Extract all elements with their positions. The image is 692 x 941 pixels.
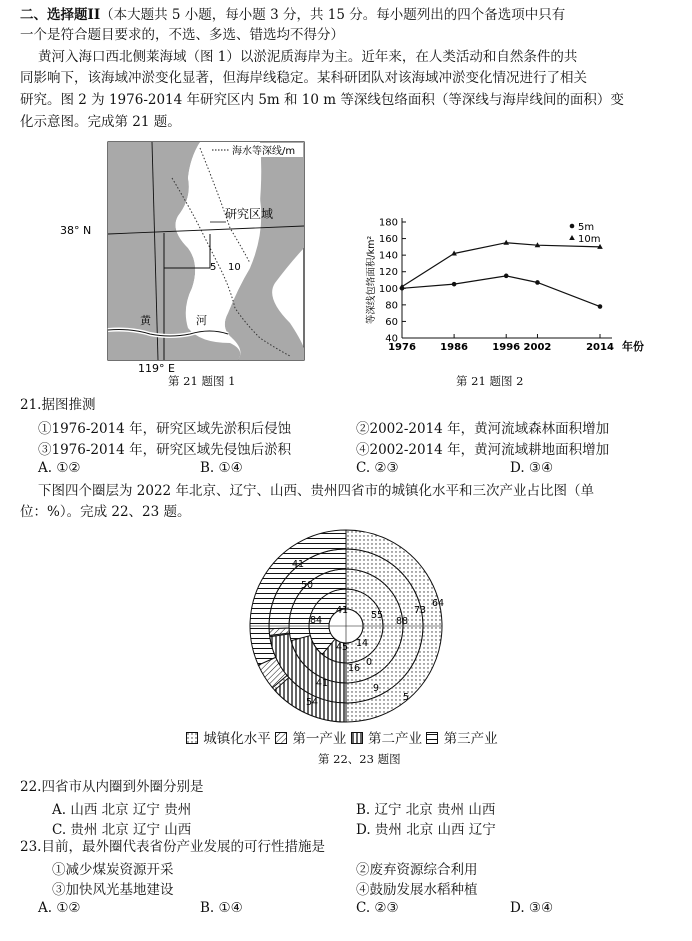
q23-option-c[interactable]: C. ②③	[356, 900, 399, 916]
legend-5m-marker	[570, 224, 575, 229]
y-tick-label: 100	[378, 283, 398, 295]
legend-5m-label: 5m	[578, 222, 595, 233]
ring-label: 0	[365, 657, 373, 668]
legend-urbanization: 城镇化水平	[203, 731, 271, 747]
x-tick-label: 1976	[388, 342, 416, 353]
legend-10m-label: 10m	[578, 234, 601, 245]
point-10m	[503, 240, 509, 245]
q22-option-b[interactable]: B. 辽宁 北京 贵州 山西	[356, 802, 496, 818]
point-5m	[452, 282, 457, 287]
y-tick-label: 180	[378, 217, 398, 229]
y-tick-label: 160	[378, 234, 398, 246]
ring-label: 50	[300, 580, 314, 591]
q23-stem: 23.目前，最外圈代表省份产业发展的可行性措施是	[20, 839, 325, 855]
ring-legend	[186, 727, 498, 747]
passage2-line: 位：%）。完成 22、23 题。	[20, 504, 191, 520]
ring-caption: 第 22、23 题图	[318, 752, 401, 766]
q22-option-a[interactable]: A. 山西 北京 辽宁 贵州	[52, 802, 192, 818]
area-line-chart	[360, 210, 650, 385]
secondary-industry-swatch	[351, 732, 364, 744]
map-figure	[60, 138, 320, 378]
river-label-huang: 黄	[140, 314, 151, 327]
q22-option-c[interactable]: C. 贵州 北京 辽宁 山西	[52, 822, 192, 838]
q23-option-d[interactable]: D. ③④	[510, 900, 554, 916]
legend-secondary: 第二产业	[367, 731, 422, 747]
ring-label: 41	[291, 559, 305, 570]
map-legend: 海水等深线/m	[232, 146, 296, 157]
point-5m	[535, 280, 540, 285]
q21-option-b[interactable]: B. ①④	[200, 460, 243, 476]
passage1-line: 研究。图 2 为 1976-2014 年研究区内 5m 和 10 m 等深线包络面积（等深线与海岸线间的面积）变	[20, 92, 624, 108]
q21-statement-4: ④2002-2014 年，黄河流域耕地面积增加	[356, 442, 610, 458]
ring-label: 84	[309, 615, 323, 626]
ring-label: 64	[431, 598, 445, 609]
q21-option-d[interactable]: D. ③④	[510, 460, 554, 476]
longitude-label: 119° E	[138, 362, 175, 375]
depth-5-label: 5	[210, 262, 217, 273]
point-5m	[598, 304, 603, 309]
y-tick-label: 80	[385, 300, 398, 312]
q21-stem: 21.据图推测	[20, 397, 96, 413]
passage1-line: 化示意图。完成第 21 题。	[20, 114, 181, 130]
figure1-caption: 第 21 题图 1	[168, 374, 236, 388]
y-tick-label: 60	[385, 316, 398, 328]
ring-label: 41	[315, 678, 329, 689]
x-tick-label: 1996	[492, 342, 521, 353]
ring-label: 14	[355, 638, 369, 649]
section-desc-2: 一个是符合题目要求的，不选、多选、错选均不得分）	[20, 27, 344, 43]
ring-label: 16	[347, 663, 361, 674]
y-axis-label: 等深线包络面积/km²	[366, 235, 377, 325]
passage1-line: 同影响下，该海域冲淤变化显著，但海岸线稳定。某科研团队对该海域冲淤变化情况进行了相关	[20, 70, 587, 86]
ring-label: 88	[395, 616, 409, 627]
legend-10m-marker	[569, 235, 575, 240]
tertiary-industry-swatch	[426, 732, 439, 744]
ring-label: 45	[335, 642, 349, 653]
point-5m	[504, 274, 509, 279]
primary-industry-swatch	[275, 732, 288, 744]
figure2-caption: 第 21 题图 2	[456, 374, 524, 388]
point-10m	[399, 284, 405, 289]
section-title: 二、选择题II	[20, 7, 101, 23]
series-line-10m	[402, 243, 600, 287]
q23-option-a[interactable]: A. ①②	[38, 900, 81, 916]
q23-option-b[interactable]: B. ①④	[200, 900, 243, 916]
river-label-he: 河	[196, 314, 207, 327]
section-desc: （本大题共 5 小题，每小题 3 分，共 15 分。每小题列出的四个备选项中只有	[100, 7, 566, 23]
q23-statement-3: ③加快风光基地建设	[52, 882, 174, 898]
q23-statement-4: ④鼓励发展水稻种植	[356, 882, 478, 898]
ring-label: 54	[305, 697, 319, 708]
q23-statement-1: ①减少煤炭资源开采	[52, 862, 174, 878]
study-region-label: 研究区域	[225, 207, 274, 221]
series-line-5m	[402, 276, 600, 307]
legend-primary: 第一产业	[292, 731, 347, 747]
ring-label: 41	[335, 605, 349, 616]
y-tick-label: 140	[378, 250, 398, 262]
urbanization-swatch	[186, 732, 199, 744]
x-tick-label: 1986	[440, 342, 469, 353]
y-tick-label: 120	[378, 267, 398, 279]
x-tick-label: 2014	[586, 342, 614, 353]
q22-stem: 22.四省市从内圈到外圈分别是	[20, 779, 204, 795]
q21-option-a[interactable]: A. ①②	[38, 460, 81, 476]
y-tick-label: 40	[385, 333, 398, 345]
depth-10-label: 10	[228, 262, 241, 273]
passage2-line: 下图四个圈层为 2022 年北京、辽宁、山西、贵州四省市的城镇化水平和三次产业占比图（单	[38, 483, 594, 499]
ring-chart	[246, 526, 446, 726]
q21-option-c[interactable]: C. ②③	[356, 460, 399, 476]
ring-label: 73	[413, 605, 427, 616]
ring-label: 55	[370, 610, 384, 621]
latitude-label: 38° N	[60, 224, 92, 237]
q23-statement-2: ②废弃资源综合利用	[356, 862, 478, 878]
ring-label: 5	[402, 692, 410, 703]
q21-statement-2: ②2002-2014 年，黄河流域森林面积增加	[356, 421, 610, 437]
legend-tertiary: 第三产业	[443, 731, 498, 747]
ring-label: 9	[372, 683, 380, 694]
x-axis-label: 年份	[622, 340, 644, 353]
section-heading	[20, 6, 565, 24]
q22-option-d[interactable]: D. 贵州 北京 山西 辽宁	[356, 822, 496, 838]
passage1-line: 黄河入海口西北侧莱海域（图 1）以淤泥质海岸为主。近年来，在人类活动和自然条件的共	[38, 49, 578, 65]
q21-statement-3: ③1976-2014 年，研究区域先侵蚀后淤积	[38, 442, 292, 458]
x-tick-label: 2002	[523, 342, 552, 353]
q21-statement-1: ①1976-2014 年，研究区域先淤积后侵蚀	[38, 421, 292, 437]
